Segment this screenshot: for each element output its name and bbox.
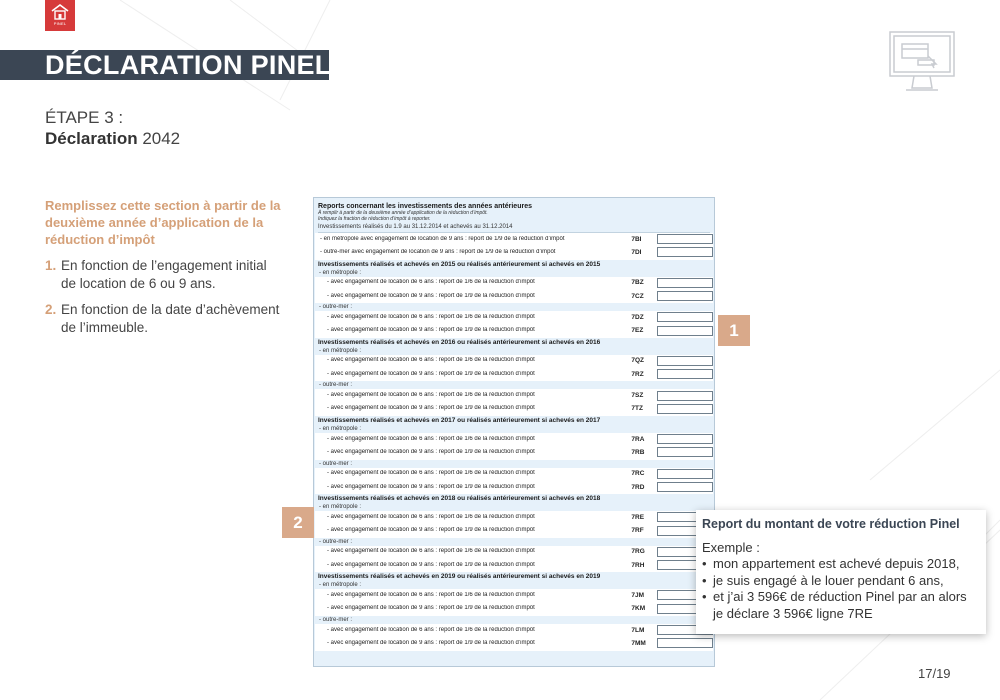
form-row-label: - avec engagement de location de 6 ans : report de 1/6 de la réduction d’impôt xyxy=(327,513,535,520)
form-row xyxy=(315,311,713,324)
form-row xyxy=(315,324,713,337)
form-row-code: 7KM xyxy=(631,605,646,613)
form-row-code: 7DI xyxy=(631,248,642,256)
form-subheading-outremer: - outre-mer : xyxy=(314,381,714,389)
form-row xyxy=(315,446,713,459)
amount-input-7dz[interactable] xyxy=(657,312,713,322)
amount-input-7ra[interactable] xyxy=(657,434,713,444)
callout-item xyxy=(702,556,978,573)
form-row-label: - en métropole avec engagement de location de 9 ans : report de 1/9 de la réduction d’impôt xyxy=(320,235,565,242)
form-row-code: 7BI xyxy=(631,235,642,243)
form-section-title: Investissements réalisés et achevés en 2017 ou réalisés antérieurement si achevés en 2017 xyxy=(314,416,714,425)
callout-item xyxy=(702,573,978,590)
form-row-label: - avec engagement de location de 9 ans : report de 1/9 de la réduction d’impôt xyxy=(327,405,535,412)
form-row-label: - avec engagement de location de 9 ans : report de 1/9 de la réduction d’impôt xyxy=(327,639,535,646)
form-row-label: - avec engagement de location de 9 ans : report de 1/9 de la réduction d’impôt xyxy=(327,527,535,534)
form-row-code: 7TZ xyxy=(631,405,643,413)
form-row-code: 7RB xyxy=(631,448,645,456)
amount-input-7di[interactable] xyxy=(657,247,713,257)
step-title xyxy=(45,128,180,149)
callout-item-text: mon appartement est achevé depuis 2018, xyxy=(713,556,960,571)
list-text: En fonction de l’engagement initial de location de 6 ou 9 ans. xyxy=(61,258,267,291)
form-title: Reports concernant les investissements des années antérieures xyxy=(318,203,532,210)
form-section-title: Investissements réalisés et achevés en 2018 ou réalisés antérieurement si achevés en 2018 xyxy=(314,494,714,503)
form-row-code: 7RG xyxy=(631,548,645,556)
form-row-label: - avec engagement de location de 9 ans : report de 1/9 de la réduction d’impôt xyxy=(327,561,535,568)
bullet-icon: • xyxy=(702,589,707,604)
step-badge-1: 1 xyxy=(718,315,750,346)
form-subheading-outremer: - outre-mer : xyxy=(314,460,714,468)
form-row xyxy=(315,389,713,402)
callout-intro: Exemple : xyxy=(702,540,760,555)
amount-input-7bi[interactable] xyxy=(657,234,713,244)
form-row xyxy=(315,481,713,494)
list-text: En fonction de la date d’achèvement de l’immeuble. xyxy=(61,302,280,335)
example-callout xyxy=(696,510,986,634)
form-row xyxy=(315,546,713,559)
step-title-rest: 2042 xyxy=(137,129,181,148)
list-number: 1. xyxy=(45,258,57,273)
form-row-label: - avec engagement de location de 9 ans : report de 1/9 de la réduction d’impôt xyxy=(327,370,535,377)
form-row-code: 7RA xyxy=(631,435,645,443)
form-row-code: 7CZ xyxy=(631,292,644,300)
callout-list xyxy=(702,556,978,622)
form-row-label: - avec engagement de location de 9 ans : report de 1/9 de la réduction d’impôt xyxy=(327,448,535,455)
form-row xyxy=(315,624,713,637)
form-row-label: - avec engagement de location de 6 ans : report de 1/6 de la réduction d’impôt xyxy=(327,470,535,477)
form-row xyxy=(315,524,713,537)
instructions-intro: Remplissez cette section à partir de la deuxième année d’application de la réduction d’impôt xyxy=(45,198,281,247)
form-row-label: - avec engagement de location de 6 ans : report de 1/6 de la réduction d’impôt xyxy=(327,435,535,442)
amount-input-7bz[interactable] xyxy=(657,278,713,288)
form-row-code: 7JM xyxy=(631,591,645,599)
form-note: Investissements réalisés du 1.9 au 31.12.2014 et achevés au 31.12.2014 xyxy=(318,223,710,233)
list-number: 2. xyxy=(45,302,57,317)
step-label: ÉTAPE 3 : xyxy=(45,108,124,127)
form-row-code: 7RD xyxy=(631,483,645,491)
form-row xyxy=(315,603,713,616)
form-row-label: - avec engagement de location de 6 ans : report de 1/6 de la réduction d’impôt xyxy=(327,591,535,598)
form-row xyxy=(315,355,713,368)
callout-item-text: je suis engagé à le louer pendant 6 ans, xyxy=(713,572,944,588)
logo-text: PINEL xyxy=(53,21,67,26)
form-row-label: - avec engagement de location de 9 ans : report de 1/9 de la réduction d’impôt xyxy=(327,327,535,334)
amount-input-7mm[interactable] xyxy=(657,638,713,648)
amount-input-7rc[interactable] xyxy=(657,469,713,479)
form-row-label: - avec engagement de location de 6 ans : report de 1/6 de la réduction d’impôt xyxy=(327,626,535,633)
amount-input-7tz[interactable] xyxy=(657,404,713,414)
form-row-code: 7RE xyxy=(631,513,645,521)
step-badge-2: 2 xyxy=(282,507,314,538)
form-row-7bi xyxy=(315,233,713,246)
list-item xyxy=(45,301,285,336)
form-row xyxy=(315,277,713,290)
step-title-bold: Déclaration xyxy=(45,129,138,148)
form-subheading-metropole: - en métropole : xyxy=(314,425,714,433)
form-section-title: Investissements réalisés et achevés en 2019 ou réalisés antérieurement si achevés en 2019 xyxy=(314,572,714,581)
amount-input-7rz[interactable] xyxy=(657,369,713,379)
form-row-label: - avec engagement de location de 6 ans : report de 1/6 de la réduction d’impôt xyxy=(327,313,535,320)
page-number: 17/19 xyxy=(918,666,951,681)
form-row-code: 7LM xyxy=(631,626,645,634)
amount-input-7ez[interactable] xyxy=(657,326,713,336)
instructions-list xyxy=(45,257,285,345)
form-row-code: 7BZ xyxy=(631,279,644,287)
form-subheading-outremer: - outre-mer : xyxy=(314,538,714,546)
form-row-label: - avec engagement de location de 6 ans : report de 1/6 de la réduction d’impôt xyxy=(327,548,535,555)
form-row xyxy=(315,559,713,572)
form-row-code: 7SZ xyxy=(631,392,644,400)
form-row-label: - avec engagement de location de 6 ans : report de 1/6 de la réduction d’impôt xyxy=(327,392,535,399)
form-header xyxy=(314,198,714,233)
amount-input-7sz[interactable] xyxy=(657,391,713,401)
page-title: DÉCLARATION PINEL xyxy=(45,50,332,80)
form-subheading-outremer: - outre-mer : xyxy=(314,616,714,624)
form-row xyxy=(315,468,713,481)
form-row-label: - avec engagement de location de 9 ans : report de 1/9 de la réduction d’impôt xyxy=(327,483,535,490)
form-row xyxy=(315,589,713,602)
callout-title: Report du montant de votre réduction Pinel xyxy=(702,517,960,531)
form-section-title: Investissements réalisés et achevés en 2016 ou réalisés antérieurement si achevés en 2016 xyxy=(314,338,714,347)
list-item xyxy=(45,257,285,292)
form-subtitle: Indiquez la fraction de réduction d’impôt à reporter. xyxy=(318,215,431,222)
form-row-code: 7RC xyxy=(631,470,645,478)
form-row xyxy=(315,511,713,524)
amount-input-7rd[interactable] xyxy=(657,482,713,492)
form-row-code: 7RZ xyxy=(631,370,644,378)
form-row-7di xyxy=(315,246,713,259)
form-subheading-metropole: - en métropole : xyxy=(314,581,714,589)
tax-form-2042 xyxy=(313,197,715,667)
form-row xyxy=(315,290,713,303)
form-row-label: - avec engagement de location de 6 ans : report de 1/6 de la réduction d’impôt xyxy=(327,279,535,286)
form-subheading-metropole: - en métropole : xyxy=(314,269,714,277)
form-row-code: 7RH xyxy=(631,561,645,569)
amount-input-7qz[interactable] xyxy=(657,356,713,366)
form-row-label: - avec engagement de location de 9 ans : report de 1/9 de la réduction d’impôt xyxy=(327,292,535,299)
form-row xyxy=(315,433,713,446)
form-subheading-metropole: - en métropole : xyxy=(314,503,714,511)
form-row xyxy=(315,637,713,650)
callout-item-text: et j’ai 3 596€ de réduction Pinel par an alors je déclare 3 596€ ligne 7RE xyxy=(713,589,967,621)
form-row-label: - avec engagement de location de 6 ans : report de 1/6 de la réduction d’impôt xyxy=(327,357,535,364)
amount-input-7cz[interactable] xyxy=(657,291,713,301)
form-row xyxy=(315,403,713,416)
form-subtitle: À remplir à partir de la deuxième année d’application de la réduction d’impôt. xyxy=(318,210,488,216)
form-section-title: Investissements réalisés et achevés en 2015 ou réalisés antérieurement si achevés en 2015 xyxy=(314,260,714,269)
form-subheading-metropole: - en métropole : xyxy=(314,347,714,355)
pinel-logo xyxy=(45,0,75,31)
form-row-code: 7MM xyxy=(631,639,646,647)
amount-input-7rb[interactable] xyxy=(657,447,713,457)
form-row-label: - avec engagement de location de 9 ans : report de 1/9 de la réduction d’impôt xyxy=(327,605,535,612)
form-row-code: 7RF xyxy=(631,527,644,535)
bullet-icon: • xyxy=(702,556,707,571)
form-row-label: - outre-mer avec engagement de location de 9 ans : report de 1/9 de la réduction d’impôt xyxy=(320,248,556,255)
house-icon xyxy=(50,3,70,20)
form-row xyxy=(315,368,713,381)
form-row-code: 7DZ xyxy=(631,313,644,321)
form-row-code: 7EZ xyxy=(631,327,644,335)
form-row-code: 7QZ xyxy=(631,357,645,365)
form-subheading-outremer: - outre-mer : xyxy=(314,303,714,311)
computer-screen-icon xyxy=(888,30,956,94)
bullet-icon: • xyxy=(702,572,707,588)
callout-item xyxy=(702,589,978,622)
